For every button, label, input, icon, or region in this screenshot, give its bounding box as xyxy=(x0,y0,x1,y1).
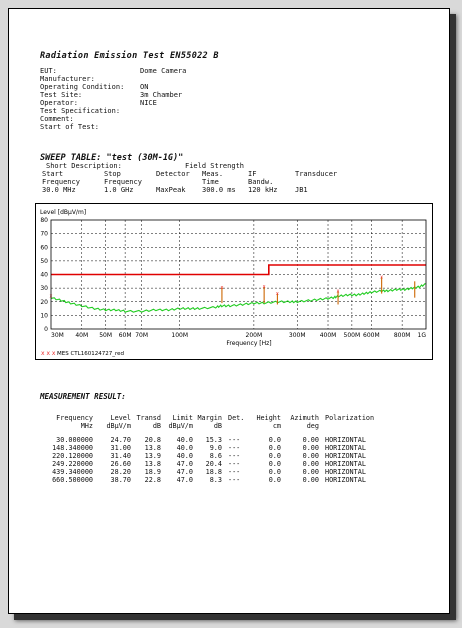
cell-limit: 40.0 xyxy=(176,444,193,452)
cell-limit: 40.0 xyxy=(176,452,193,460)
y-ticks xyxy=(40,217,48,333)
cell-azimuth: 0.00 xyxy=(302,444,319,452)
col-unit xyxy=(319,422,374,430)
info-value-site: 3m Chamber xyxy=(140,91,183,99)
cell-level: 31.00 xyxy=(110,444,131,452)
measurement-table xyxy=(34,414,374,484)
cell-polarization: HORIZONTAL xyxy=(325,436,366,444)
table-row xyxy=(34,436,374,444)
cell-transd: 22.8 xyxy=(144,476,161,484)
table-row xyxy=(34,444,374,452)
cell-polarization: HORIZONTAL xyxy=(325,452,366,460)
x-tick-label: 100M xyxy=(171,332,189,339)
col-header: Frequency xyxy=(56,414,93,422)
markers xyxy=(50,274,384,299)
col-header: Det. xyxy=(228,414,245,422)
col-unit: cm xyxy=(272,422,281,430)
x-ticks xyxy=(51,332,426,339)
limit-line xyxy=(51,265,426,275)
cell-det: --- xyxy=(228,468,241,476)
sweep-header: IF xyxy=(248,170,257,178)
cell-height: 0.0 xyxy=(268,476,281,484)
sweep-header: Frequency xyxy=(104,178,142,186)
sweep-header: Start xyxy=(42,170,64,178)
measurement-marker: x xyxy=(336,288,340,295)
col-unit: dB xyxy=(152,422,161,430)
col-unit: dBµV/m xyxy=(106,422,131,430)
table-row xyxy=(34,476,374,484)
cell-margin: 9.0 xyxy=(209,444,222,452)
x-tick-label: 600M xyxy=(363,332,380,339)
col-header: Margin xyxy=(197,414,222,422)
sweep-value: 1.0 GHz xyxy=(104,186,134,194)
col-header: Limit xyxy=(172,414,193,422)
col-header: Transd xyxy=(136,414,161,422)
cell-height: 0.0 xyxy=(268,460,281,468)
x-tick-label: 50M xyxy=(99,332,113,339)
legend-marker-icon: x x x xyxy=(41,350,56,357)
sweep-title: SWEEP TABLE: "test (30M-1G)" xyxy=(40,153,184,163)
y-tick-label: 70 xyxy=(40,230,48,238)
cell-det: --- xyxy=(228,436,241,444)
cell-transd: 18.9 xyxy=(144,468,161,476)
cell-frequency: 439.340000 xyxy=(52,468,93,476)
cell-height: 0.0 xyxy=(268,468,281,476)
cell-height: 0.0 xyxy=(268,452,281,460)
col-unit: dB xyxy=(213,422,222,430)
table-row xyxy=(34,460,374,468)
col-unit: deg xyxy=(306,422,319,430)
info-label-operator: Operator: xyxy=(40,99,78,107)
cell-det: --- xyxy=(228,452,241,460)
cell-level: 26.60 xyxy=(110,460,131,468)
col-header: Polarization xyxy=(325,414,375,422)
info-label-operating: Operating Condition: xyxy=(40,83,125,91)
cell-det: --- xyxy=(228,444,241,452)
cell-frequency: 30.000000 xyxy=(56,436,93,444)
sweep-value: 30.0 MHz xyxy=(42,186,76,194)
col-unit xyxy=(222,422,252,430)
table-unit-row xyxy=(34,422,374,430)
legend xyxy=(41,350,124,357)
col-unit: MHz xyxy=(80,422,93,430)
y-tick-label: 20 xyxy=(40,298,48,306)
cell-margin: 20.4 xyxy=(205,460,222,468)
report-title: Radiation Emission Test EN55022 B xyxy=(40,51,219,61)
sweep-header: Detector xyxy=(156,170,190,178)
sweep-value: 300.0 ms xyxy=(202,186,236,194)
cell-polarization: HORIZONTAL xyxy=(325,444,366,452)
measurement-marker: x xyxy=(380,274,384,281)
col-header: Level xyxy=(110,414,131,422)
y-tick-label: 50 xyxy=(40,257,48,265)
cell-azimuth: 0.00 xyxy=(302,436,319,444)
emission-chart-box xyxy=(35,203,433,360)
x-tick-label: 400M xyxy=(319,332,337,339)
cell-level: 38.70 xyxy=(110,476,131,484)
measurement-marker: x xyxy=(49,293,53,300)
sweep-header: Stop xyxy=(104,170,121,178)
cell-transd: 13.8 xyxy=(144,460,161,468)
x-tick-label: 300M xyxy=(288,332,306,339)
x-tick-label: 800M xyxy=(393,332,411,339)
emission-chart xyxy=(36,204,432,359)
cell-azimuth: 0.00 xyxy=(302,452,319,460)
cell-limit: 40.0 xyxy=(176,436,193,444)
col-header: Height xyxy=(256,414,281,422)
measurement-marker: x xyxy=(262,284,266,291)
cell-transd: 20.8 xyxy=(144,436,161,444)
cell-azimuth: 0.00 xyxy=(302,476,319,484)
sweep-header: Bandw. xyxy=(248,178,274,186)
x-tick-label: 200M xyxy=(245,332,263,339)
cell-limit: 47.0 xyxy=(176,476,193,484)
cell-frequency: 660.500000 xyxy=(52,476,93,484)
cell-limit: 47.0 xyxy=(176,460,193,468)
x-tick-label: 40M xyxy=(75,332,89,339)
cell-transd: 13.8 xyxy=(144,444,161,452)
info-label-spec: Test Specification: xyxy=(40,107,121,115)
cell-det: --- xyxy=(228,476,241,484)
y-tick-label: 80 xyxy=(40,217,48,224)
x-tick-label: 1G xyxy=(417,332,426,339)
cell-polarization: HORIZONTAL xyxy=(325,476,366,484)
info-value-eut: Dome Camera xyxy=(140,67,187,75)
cell-frequency: 220.120000 xyxy=(52,452,93,460)
short-description-value: Field Strength xyxy=(185,162,245,170)
cell-height: 0.0 xyxy=(268,444,281,452)
cell-polarization: HORIZONTAL xyxy=(325,460,366,468)
y-tick-label: 10 xyxy=(40,312,48,320)
table-row xyxy=(34,468,374,476)
limit-line-path xyxy=(51,265,426,275)
cell-margin: 8.6 xyxy=(209,452,222,460)
measurement-marker: x xyxy=(275,290,279,297)
cell-polarization: HORIZONTAL xyxy=(325,468,366,476)
info-label-comment: Comment: xyxy=(40,115,74,123)
cell-level: 28.20 xyxy=(110,468,131,476)
measurement-title: MEASUREMENT RESULT: xyxy=(40,392,126,401)
legend-label: MES CTL160124727_red xyxy=(57,351,124,357)
cell-margin: 18.8 xyxy=(205,468,222,476)
sweep-header: Meas. xyxy=(202,170,224,178)
cell-limit: 47.0 xyxy=(176,468,193,476)
cell-azimuth: 0.00 xyxy=(302,468,319,476)
info-label-start: Start of Test: xyxy=(40,123,100,131)
cell-transd: 13.9 xyxy=(144,452,161,460)
y-tick-label: 0 xyxy=(44,326,48,333)
info-label-manufacturer: Manufacturer: xyxy=(40,75,95,83)
y-tick-label: 30 xyxy=(40,285,48,293)
cell-margin: 15.3 xyxy=(205,436,222,444)
sweep-header: Time xyxy=(202,178,219,186)
x-tick-label: 500M xyxy=(343,332,361,339)
y-axis-label: Level [dBµV/m] xyxy=(40,209,87,216)
cell-frequency: 148.340000 xyxy=(52,444,93,452)
info-label-eut: EUT: xyxy=(40,67,57,75)
info-value-operator: NICE xyxy=(140,99,157,107)
cell-azimuth: 0.00 xyxy=(302,460,319,468)
x-tick-label: 60M xyxy=(118,332,132,339)
cell-level: 31.40 xyxy=(110,452,131,460)
table-header-row xyxy=(34,414,374,422)
sweep-header: Frequency xyxy=(42,178,80,186)
col-unit: dBµV/m xyxy=(168,422,193,430)
x-tick-label: 70M xyxy=(135,332,149,339)
short-description-label: Short Description: xyxy=(46,162,122,170)
y-tick-label: 40 xyxy=(40,271,48,279)
table-row xyxy=(34,452,374,460)
x-axis-label: Frequency [Hz] xyxy=(226,340,272,347)
measurement-marker: x xyxy=(220,284,224,291)
info-value-operating: ON xyxy=(140,83,149,91)
sweep-value: JB1 xyxy=(295,186,308,194)
sweep-value: 120 kHz xyxy=(248,186,278,194)
x-tick-label: 30M xyxy=(51,332,64,339)
cell-det: --- xyxy=(228,460,241,468)
cell-margin: 8.3 xyxy=(209,476,222,484)
y-tick-label: 60 xyxy=(40,244,48,252)
cell-level: 24.70 xyxy=(110,436,131,444)
sweep-header: Transducer xyxy=(295,170,338,178)
info-label-site: Test Site: xyxy=(40,91,83,99)
col-header: Azimuth xyxy=(290,414,319,422)
sweep-value: MaxPeak xyxy=(156,186,186,194)
cell-height: 0.0 xyxy=(268,436,281,444)
cell-frequency: 249.220000 xyxy=(52,460,93,468)
